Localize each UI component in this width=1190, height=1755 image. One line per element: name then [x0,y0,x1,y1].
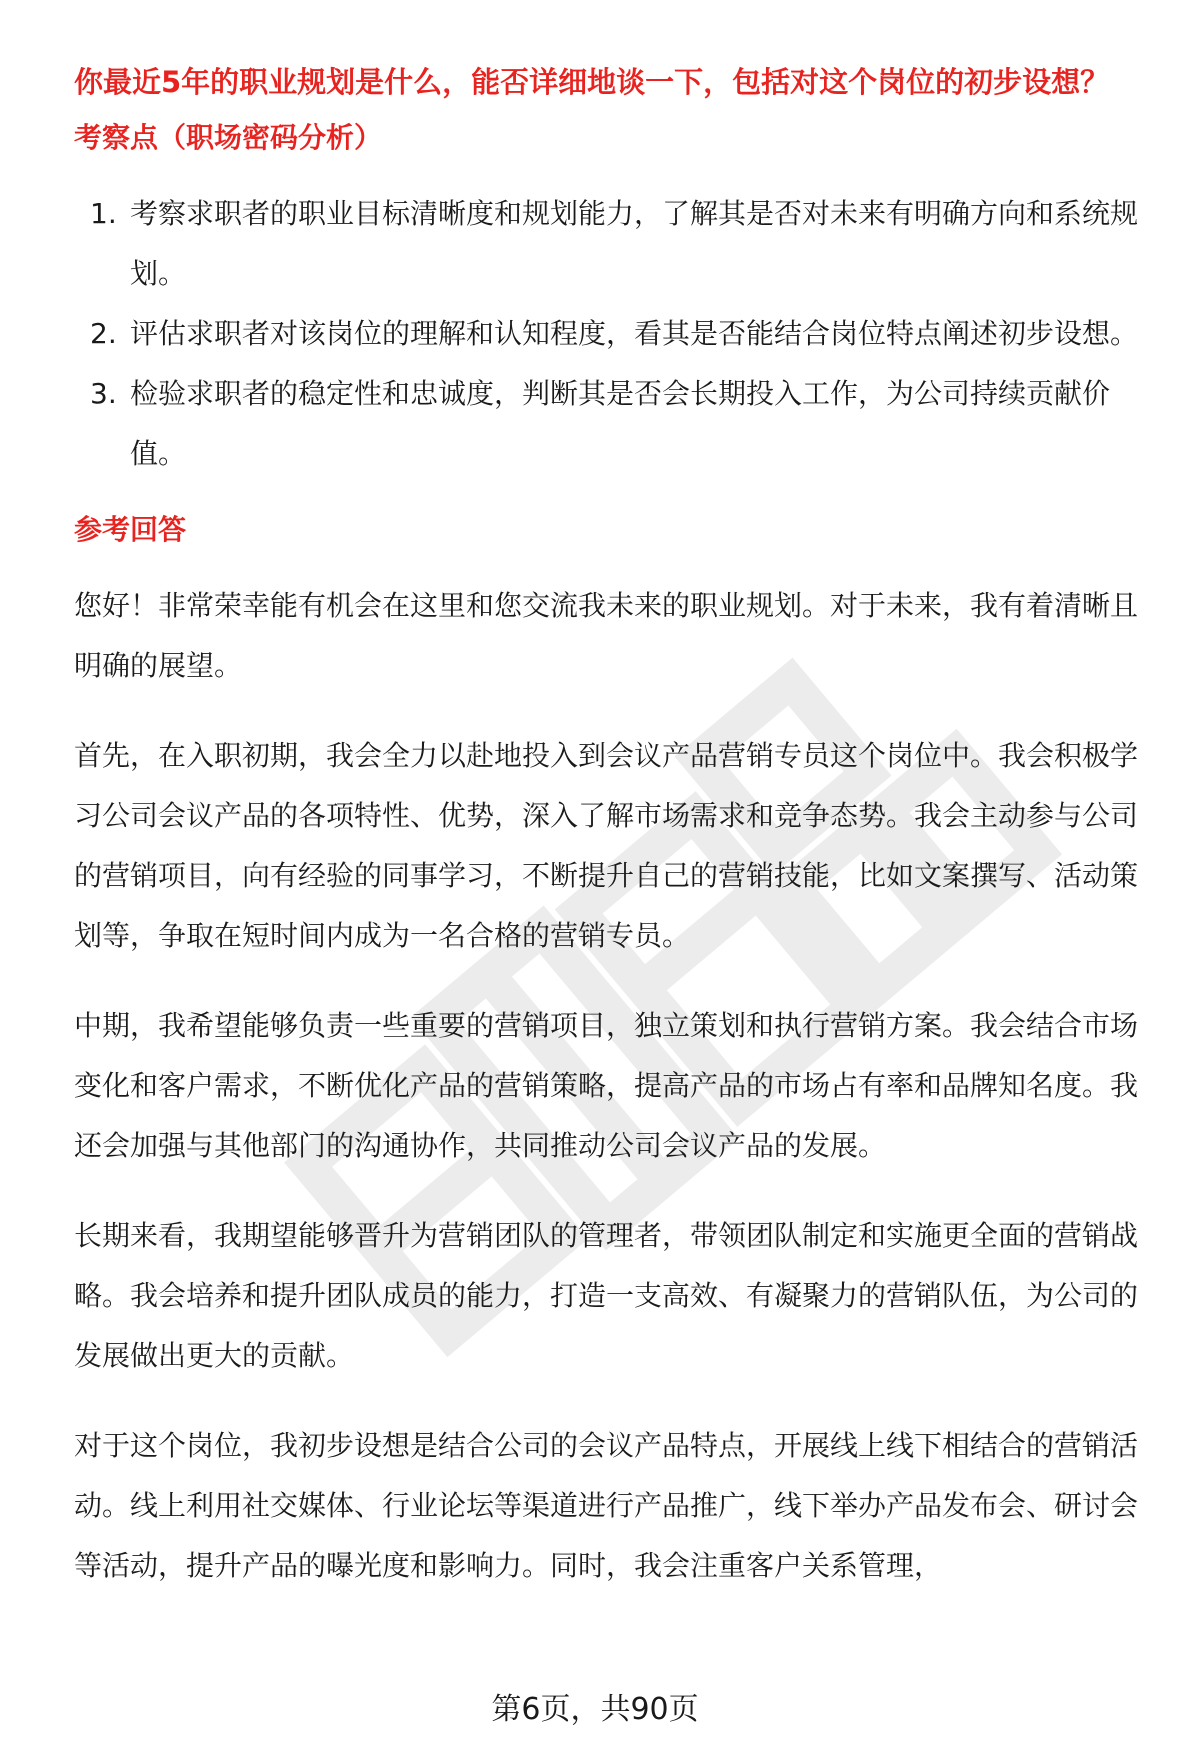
answer-paragraph: 首先，在入职初期，我会全力以赴地投入到会议产品营销专员这个岗位中。我会积极学习公司会议产品的各项特性、优势，深入了解市场需求和竞争态势。我会主动参与公司的营销项目，向有经验的同事学习，不断提升自己的营销技能，比如文案撰写、活动策划等，争取在短时间内成为一名合格的营销专员。 [74,739,1139,952]
question-heading: 你最近5年的职业规划是什么，能否详细地谈一下，包括对这个岗位的初步设想？ [74,65,1110,99]
list-item-number: 1. [90,197,117,230]
answer-paragraph: 长期来看，我期望能够晋升为营销团队的管理者，带领团队制定和实施更全面的营销战略。我会培养和提升团队成员的能力，打造一支高效、有凝聚力的营销队伍，为公司的发展做出更大的贡献。 [74,1219,1139,1372]
analysis-point-list [74,184,1159,484]
list-item-text: 检验求职者的稳定性和忠诚度，判断其是否会长期投入工作，为公司持续贡献价值。 [130,377,1111,470]
page-number: 第6页，共90页 [491,1692,699,1727]
answer-paragraph: 您好！非常荣幸能有机会在这里和您交流我未来的职业规划。对于未来，我有着清晰且明确的展望。 [74,589,1139,682]
analysis-heading: 考察点（职场密码分析） [74,121,383,154]
answer-paragraph: 中期，我希望能够负责一些重要的营销项目，独立策划和执行营销方案。我会结合市场变化和客户需求，不断优化产品的营销策略，提高产品的市场占有率和品牌知名度。我还会加强与其他部门的沟通协作，共同推动公司会议产品的发展。 [74,1009,1139,1162]
list-item-text: 考察求职者的职业目标清晰度和规划能力，了解其是否对未来有明确方向和系统规划。 [130,197,1139,290]
list-item [74,304,1159,364]
list-item [74,184,1159,304]
document-content [74,58,1159,1596]
list-item [74,364,1159,484]
list-item-text: 评估求职者对该岗位的理解和认知程度，看其是否能结合岗位特点阐述初步设想。 [130,317,1139,350]
answer-paragraph: 对于这个岗位，我初步设想是结合公司的会议产品特点，开展线上线下相结合的营销活动。线上利用社交媒体、行业论坛等渠道进行产品推广，线下举办产品发布会、研讨会等活动，提升产品的曝光度和影响力。同时，我会注重客户关系管理， [74,1429,1139,1582]
list-item-number: 3. [90,377,117,410]
list-item-number: 2. [90,317,117,350]
answer-heading: 参考回答 [74,513,187,546]
